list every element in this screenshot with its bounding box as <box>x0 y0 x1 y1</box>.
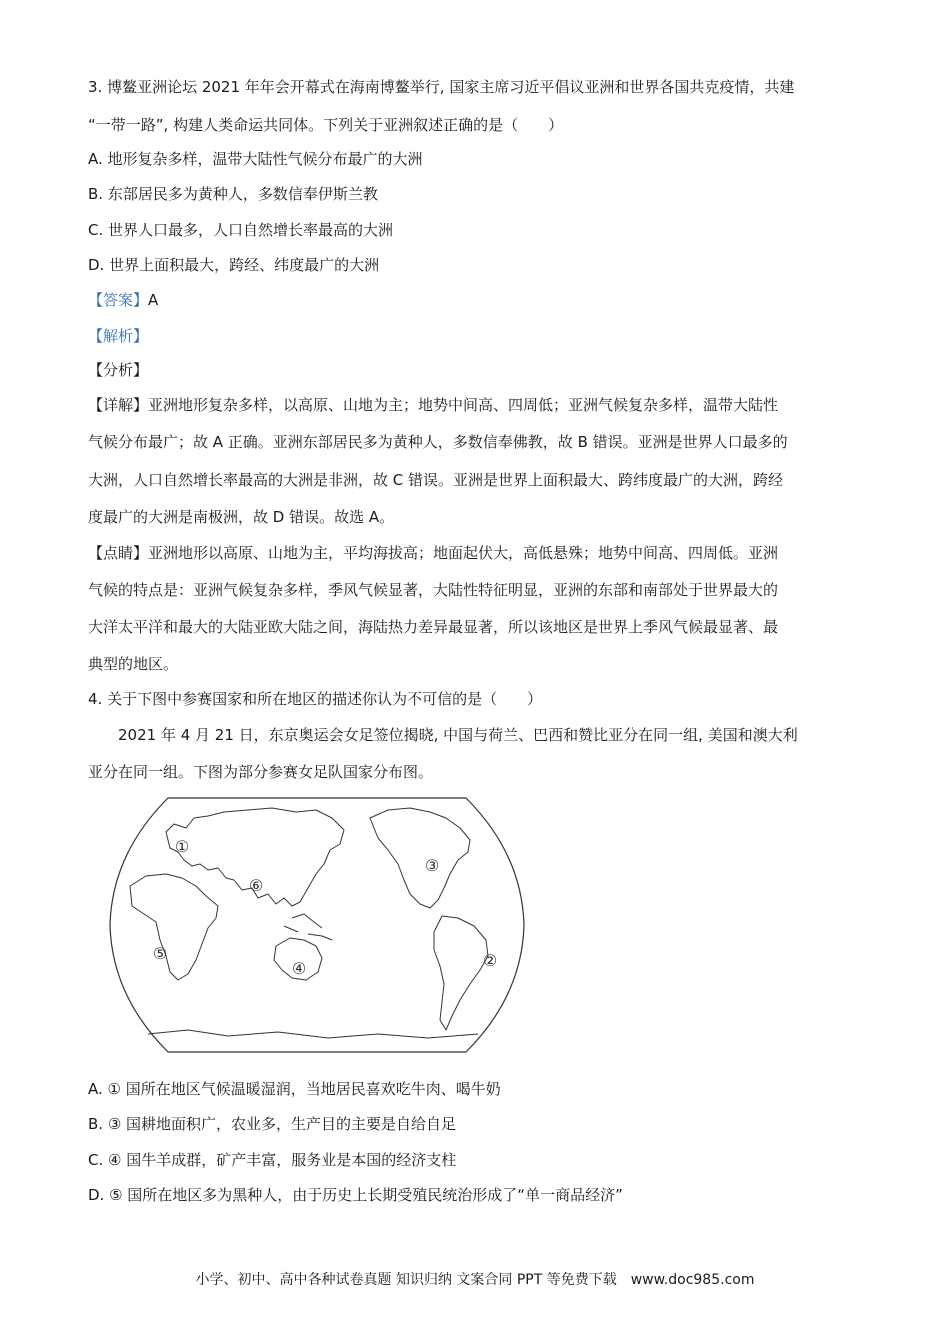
map-label-4: ④ <box>291 959 307 978</box>
page-footer: 小学、初中、高中各种试卷真题 知识归纳 文案合同 PPT 等免费下载 www.doc985.com <box>195 1272 755 1288</box>
answer-tag: 【答案】 <box>88 291 149 309</box>
detail-line-1 <box>88 394 778 416</box>
fenxi-tag: 【分析】 <box>88 361 149 379</box>
q4-option-a: A. ① 国所在地区气候温暖湿润，当地居民喜欢吃牛肉、喝牛奶 <box>88 1080 501 1098</box>
q4-option-c: C. ④ 国牛羊成群，矿产丰富，服务业是本国的经济支柱 <box>88 1151 457 1169</box>
map-label-3: ③ <box>424 856 440 875</box>
map-label-5: ⑤ <box>152 944 168 963</box>
q3-option-d: D. 世界上面积最大，跨经、纬度最广的大洲 <box>88 256 380 274</box>
point-text: 亚洲地形以高原、山地为主，平均海拔高；地面起伏大，高低悬殊；地势中间高、四周低。亚洲 <box>148 544 779 562</box>
q4-option-d: D. ⑤ 国所在地区多为黑种人，由于历史上长期受殖民统治形成了“单一商品经济” <box>88 1186 623 1204</box>
point-line-1 <box>88 542 778 564</box>
q3-option-c: C. 世界人口最多，人口自然增长率最高的大洲 <box>88 221 394 239</box>
answer-value: A <box>148 291 159 309</box>
africa-outline <box>130 874 218 980</box>
q3-stem-line1: 3. 博鳌亚洲论坛 2021 年年会开幕式在海南博鳌举行, 国家主席习近平倡议亚洲和世界各国共克疫情，共建 <box>88 78 795 96</box>
north-america-outline <box>370 808 470 908</box>
detail-tag: 【详解】 <box>88 396 149 414</box>
q4-stem: 4. 关于下图中参赛国家和所在地区的描述你认为不可信的是（ ） <box>88 690 543 708</box>
map-label-6: ⑥ <box>248 876 264 895</box>
detail-line-3: 大洲，人口自然增长率最高的大洲是非洲，故 C 错误。亚洲是世界上面积最大、跨纬度最广的大洲，跨经 <box>88 471 784 489</box>
q3-option-b: B. 东部居民多为黄种人，多数信奉伊斯兰教 <box>88 185 378 203</box>
south-america-outline <box>434 916 488 1030</box>
detail-text: 亚洲地形复杂多样，以高原、山地为主；地势中间高、四周低；亚洲气候复杂多样，温带大陆性 <box>148 396 779 414</box>
world-map <box>108 794 526 1056</box>
q4-material-line1: 2021 年 4 月 21 日，东京奥运会女足签位揭晓, 中国与荷兰、巴西和赞比亚分在同一组, 美国和澳大利 <box>118 726 798 744</box>
detail-line-2: 气候分布最广；故 A 正确。亚洲东部居民多为黄种人，多数信奉佛教，故 B 错误。亚洲是世界人口最多的 <box>88 433 788 451</box>
q3-option-a: A. 地形复杂多样，温带大陆性气候分布最广的大洲 <box>88 150 423 168</box>
point-line-4: 典型的地区。 <box>88 655 179 673</box>
q4-option-b: B. ③ 国耕地面积广，农业多，生产目的主要是自给自足 <box>88 1115 457 1133</box>
antarctica-outline <box>148 1030 478 1038</box>
point-line-3: 大洋太平洋和最大的大陆亚欧大陆之间，海陆热力差异最显著，所以该地区是世界上季风气候最显著、最 <box>88 618 779 636</box>
detail-line-4: 度最广的大洲是南极洲，故 D 错误。故选 A。 <box>88 508 395 526</box>
jiexi-tag: 【解析】 <box>88 327 149 345</box>
map-frame <box>110 798 524 1052</box>
point-tag: 【点睛】 <box>88 544 149 562</box>
q4-material-line2: 亚分在同一组。下图为部分参赛女足队国家分布图。 <box>88 763 434 781</box>
map-label-1: ① <box>174 837 190 856</box>
q3-answer <box>88 289 158 311</box>
sea-islands-outline <box>284 914 332 940</box>
map-label-2: ② <box>482 951 498 970</box>
q3-stem-line2: “一带一路”, 构建人类命运共同体。下列关于亚洲叙述正确的是（ ） <box>88 116 564 134</box>
point-line-2: 气候的特点是：亚洲气候复杂多样，季风气候显著，大陆性特征明显，亚洲的东部和南部处于世界最大的 <box>88 581 779 599</box>
